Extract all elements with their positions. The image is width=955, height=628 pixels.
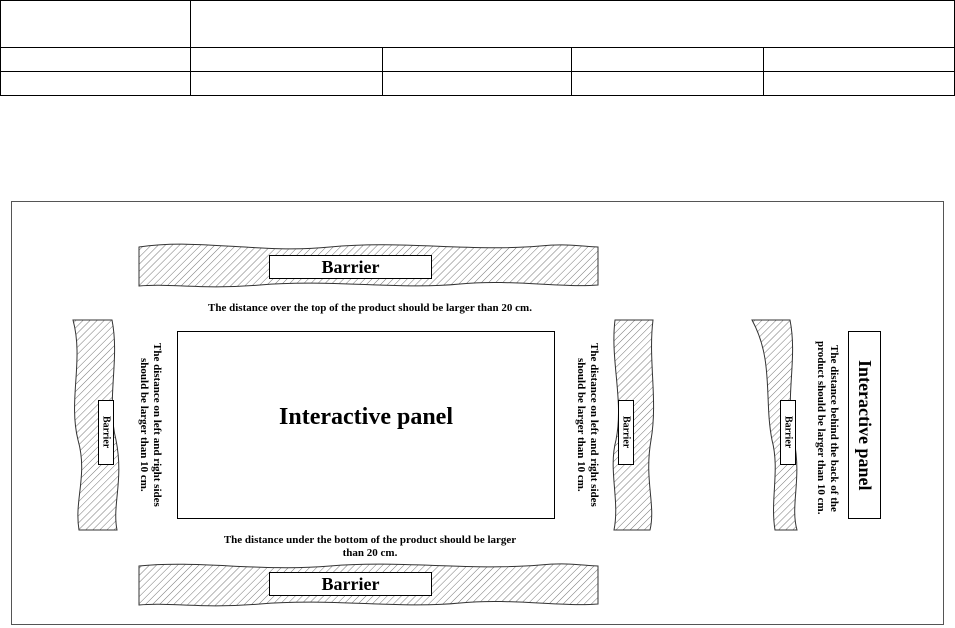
right-side-distance-note (568, 340, 600, 510)
right-side-note-line2: should be larger than 10 cm. (575, 358, 587, 492)
back-distance-note (806, 338, 840, 518)
bottom-distance-note (150, 534, 590, 560)
right-barrier-label: Barrier (618, 400, 634, 465)
left-barrier-label: Barrier (98, 400, 114, 465)
back-barrier-label: Barrier (780, 400, 796, 465)
panel-title: Interactive panel (279, 404, 453, 430)
bottom-distance-note-line1: The distance under the bottom of the product should be larger (223, 534, 517, 546)
left-side-note-line1: The distance on left and right sides (151, 343, 163, 507)
back-note-line2: product should be larger than 10 cm. (815, 341, 827, 515)
bottom-distance-note-line2: than 20 cm. (342, 547, 398, 559)
side-panel-title: Interactive panel (855, 359, 875, 491)
left-side-note-line2: should be larger than 10 cm. (138, 358, 150, 492)
top-barrier-label: Barrier (269, 255, 432, 279)
right-side-note-line1: The distance on left and right sides (588, 343, 600, 507)
bottom-barrier-label: Barrier (269, 572, 432, 596)
back-note-line1: The distance behind the back of the (828, 344, 840, 512)
left-side-distance-note (131, 340, 163, 510)
top-distance-note: The distance over the top of the product should be larger than 20 cm. (208, 302, 532, 314)
interactive-panel-side (848, 331, 881, 519)
interactive-panel-front (177, 331, 555, 519)
